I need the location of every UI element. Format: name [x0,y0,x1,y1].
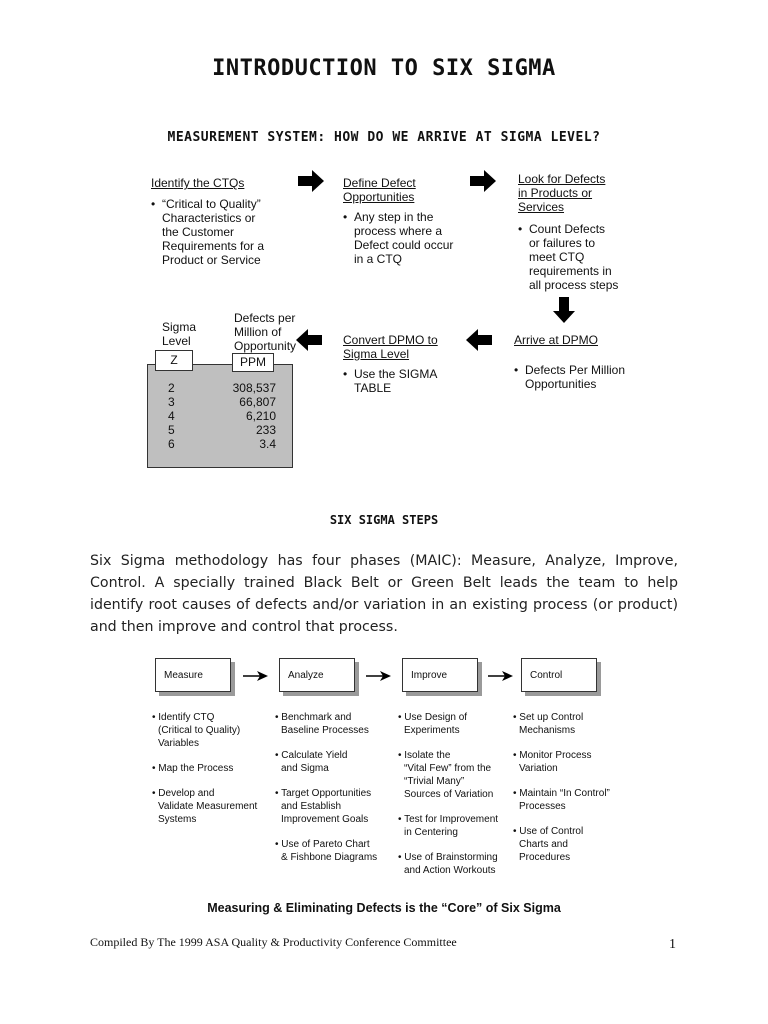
ppm-value: 308,537 [232,381,276,395]
text-line: (Critical to Quality) [158,725,241,736]
list-item: • Target Opportunities and Establish Improvement Goals [275,787,377,826]
list-item: • Use of Brainstorming and Action Workouts [398,852,498,876]
text-line: “Trivial Many” [404,776,465,787]
ppm-header: PPM [232,353,274,372]
convert-heading [343,333,438,361]
defects-per-million-label [234,311,296,353]
text-line: Use of Control [519,826,584,837]
ppm-value: 233 [255,423,276,437]
look-heading [518,172,605,214]
text-line: in a CTQ [354,252,403,266]
text-line: Procedures [519,852,571,863]
convert-bullet [343,367,437,395]
look-bullet [518,222,618,292]
text-line: Mechanisms [519,725,576,736]
identify-heading: Identify the CTQs [151,176,245,190]
text-line: Sigma Level [343,347,410,361]
control-list [513,711,610,876]
list-item: • Monitor Process Variation [513,749,610,775]
text-line: Defects Per Million [525,363,626,377]
list-item: • Use of Pareto Chart & Fishbone Diagrams [275,839,378,863]
bullet-dot: • [151,197,156,211]
ppm-value: 6,210 [245,409,276,423]
text-line: “Vital Few” from the [404,763,492,774]
z-header: Z [155,350,193,371]
improve-list [398,711,498,889]
arrow-right-icon [298,170,324,192]
text-line: Sources of Variation [404,789,494,800]
bullet-dot: • [514,363,519,377]
steps-title: SIX SIGMA STEPS [329,513,439,527]
text-line: Develop and [158,788,215,799]
section-subtitle: MEASUREMENT SYSTEM: HOW DO WE ARRIVE AT SIGMA LEVEL? [167,130,601,145]
text-line: in Centering [404,827,458,838]
text-line: Any step in the [354,210,434,224]
arrow-right-icon [488,670,514,682]
arrow-right-icon [366,670,392,682]
ppm-value: 66,807 [239,395,276,409]
text-line: Processes [519,801,566,812]
list-item: • Benchmark and Baseline Processes [275,711,377,737]
text-line: Set up Control [519,712,584,723]
footer-text: Compiled By The 1999 ASA Quality & Productivity Conference Committee [90,935,457,949]
text-line: Validate Measurement [158,801,258,812]
text-line: Defect could occur [354,238,454,252]
table-row [168,381,276,395]
z-value: 4 [168,409,175,423]
text-line: Use of Brainstorming [404,852,498,863]
list-item: • Maintain “In Control” Processes [513,788,610,812]
bullet-dot: • [518,222,523,236]
text-line: Opportunities [343,190,415,204]
text-line: TABLE [354,381,392,395]
arrow-right-icon [243,670,269,682]
list-item: • Identify CTQ (Critical to Quality) Variables [152,711,257,750]
z-value: 3 [168,395,175,409]
table-row [168,437,276,451]
text-line: and Sigma [281,763,329,774]
ppm-value: 3.4 [259,437,276,451]
z-value: 6 [168,437,175,451]
define-bullet [343,210,453,266]
table-row [168,409,276,423]
text-line: Maintain “In Control” [519,788,610,799]
text-line: Isolate the [404,750,451,761]
text-line: Experiments [404,725,460,736]
text-line: Use the SIGMA [354,367,438,381]
text-line: and Action Workouts [404,865,496,876]
text-line: Define Defect [343,176,416,190]
list-item: • Test for Improvement in Centering [398,814,499,838]
text-line: Systems [158,814,197,825]
text-line: Improvement Goals [281,814,369,825]
measure-list [152,711,257,838]
text-line: Calculate Yield [281,750,348,761]
methodology-paragraph: Six Sigma methodology has four phases (MAIC): Measure, Analyze, Improve, Control. A specially trained Black Belt or Green Belt leads the team to help identify root causes of defects and/or variation in an existing process (or product) and then improve and control that process. [90,553,678,635]
table-row [168,395,276,409]
arrow-left-icon [296,329,322,351]
z-value: 5 [168,423,175,437]
list-item: • Isolate the “Vital Few” from the “Trivial Many” Sources of Variation [398,749,498,801]
text-line: Baseline Processes [281,725,369,736]
phase-measure-box: Measure [155,658,231,692]
phase-improve-box: Improve [402,658,478,692]
bullet-dot: • [343,210,348,224]
define-heading [343,176,416,204]
identify-bullet [151,197,264,267]
list-item: • Use Design of Experiments [398,711,498,737]
text-line: Map the Process [158,763,234,774]
table-row [168,423,276,437]
text-line: Requirements for a [162,239,265,253]
text-line: Product or Service [162,253,261,267]
arrive-bullet [514,363,625,391]
page-number: 1 [669,937,676,952]
sigma-table-rows [168,381,276,451]
text-line: Services [518,200,565,214]
text-line: Defects per [234,311,296,325]
text-line: requirements in [529,264,612,278]
core-statement: Measuring & Eliminating Defects is the “Core” of Six Sigma [207,901,561,915]
text-line: Opportunities [525,377,597,391]
text-line: Monitor Process [519,750,592,761]
list-item: • Map the Process [152,763,234,774]
text-line: the Customer [162,225,235,239]
text-line: Opportunity [234,339,297,353]
analyze-list [275,711,377,876]
text-line: or failures to [529,236,596,250]
text-line: Variables [158,738,199,749]
text-line: Target Opportunities [281,788,372,799]
text-line: Million of [234,325,282,339]
text-line: Level [162,334,191,348]
list-item: • Calculate Yield and Sigma [275,749,377,775]
text-line: and Establish [281,801,342,812]
text-line: Use of Pareto Chart [281,839,370,850]
text-line: Sigma [162,320,197,334]
text-line: & Fishbone Diagrams [281,852,378,863]
text-line: Look for Defects [518,172,606,186]
arrive-heading: Arrive at DPMO [514,333,599,347]
z-value: 2 [168,381,175,395]
bullet-dot: • [343,367,348,381]
text-line: Test for Improvement [404,814,499,825]
text-line: “Critical to Quality” [162,197,261,211]
text-line: Convert DPMO to [343,333,438,347]
list-item: • Use of Control Charts and Procedures [513,825,610,864]
text-line: Benchmark and [281,712,352,723]
text-line: Charts and [519,839,568,850]
text-line: in Products or [518,186,593,200]
text-line: all process steps [529,278,619,292]
list-item: • Set up Control Mechanisms [513,711,610,737]
text-line: process where a [354,224,443,238]
text-line: Use Design of [404,712,468,723]
text-line: Identify CTQ [158,712,215,723]
text-line: Count Defects [529,222,606,236]
page-title: INTRODUCTION TO SIX SIGMA [212,56,556,81]
sigma-level-label [162,320,196,348]
phase-analyze-box: Analyze [279,658,355,692]
text-line: Characteristics or [162,211,256,225]
arrow-right-icon [470,170,496,192]
arrow-down-icon [553,297,575,323]
list-item: • Develop and Validate Measurement Systems [152,788,258,825]
phase-control-box: Control [521,658,597,692]
text-line: Variation [519,763,558,774]
arrow-left-icon [466,329,492,351]
text-line: meet CTQ [529,250,585,264]
